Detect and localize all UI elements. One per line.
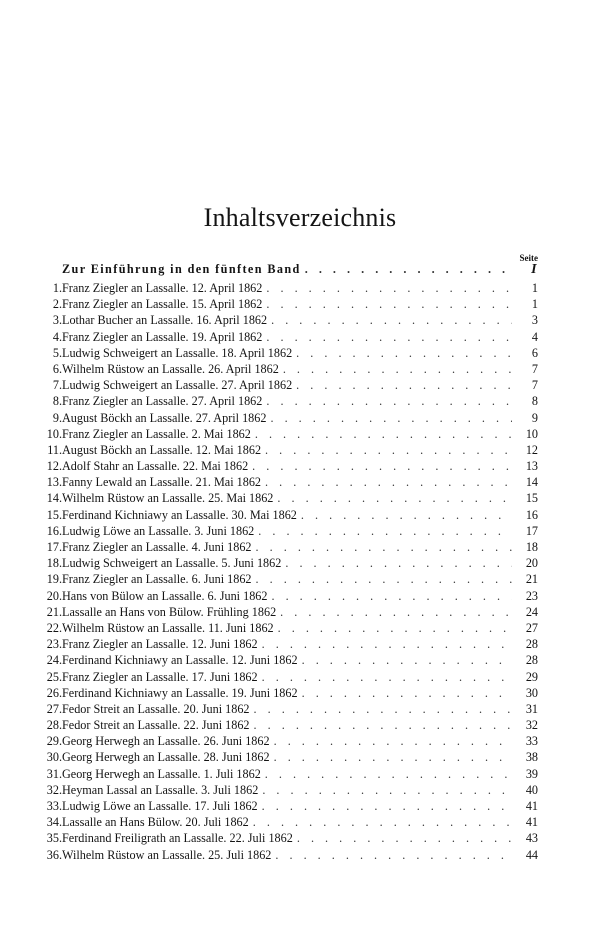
seite-column-label: Seite <box>519 253 538 263</box>
toc-row <box>46 588 538 604</box>
toc-entry-number: 6. <box>52 361 62 376</box>
toc-row <box>46 539 538 555</box>
toc-entry-number: 17. <box>46 540 62 554</box>
toc-entry-number: 8. <box>52 394 62 409</box>
toc-entry-text: Fedor Streit an Lassalle. 20. Juni 1862 <box>62 701 250 716</box>
toc-entry-number: 19. <box>46 572 62 587</box>
toc-entry-number: 3. <box>52 313 62 328</box>
toc-entry-number: 36. <box>46 847 62 862</box>
toc-entry-text: Franz Ziegler an Lassalle. 12. Juni 1862 <box>62 637 258 652</box>
toc-entry-page: 23 <box>525 588 538 603</box>
toc-entry-text: Ludwig Löwe an Lassalle. 3. Juni 1862 <box>62 523 255 538</box>
toc-entry-page: 41 <box>525 815 538 830</box>
leader-dots <box>265 766 512 782</box>
toc-entry-text: Heyman Lassal an Lassalle. 3. Juli 1862 <box>62 782 259 797</box>
toc-row <box>46 555 538 571</box>
leader-dots <box>265 442 512 458</box>
toc-entry-text: Ferdinand Kichniawy an Lassalle. 30. Mai 1862 <box>62 507 297 522</box>
leader-dots <box>254 717 512 733</box>
toc-entry-page: 1 <box>531 297 538 312</box>
toc-entry-number: 10. <box>46 426 62 441</box>
leader-dots <box>302 652 512 668</box>
toc-row <box>46 733 538 749</box>
toc-entry-page: 29 <box>525 669 538 684</box>
toc-entry-number: 22. <box>46 620 62 635</box>
leader-dots <box>278 620 512 636</box>
toc-row <box>46 523 538 539</box>
toc-row <box>46 766 538 782</box>
toc-entry-page: 31 <box>525 701 538 716</box>
toc-entry-text: Fedor Streit an Lassalle. 22. Juni 1862 <box>62 718 250 733</box>
toc-entry-page: 32 <box>525 718 538 733</box>
leader-dots <box>255 426 512 442</box>
toc-entry-text: Franz Ziegler an Lassalle. 27. April 1862 <box>62 394 263 409</box>
toc-entry-text: Lassalle an Hans Bülow. 20. Juli 1862 <box>62 815 249 830</box>
toc-row <box>52 329 538 345</box>
toc-row <box>46 636 538 652</box>
toc-entry-page: 40 <box>525 782 538 797</box>
toc-entry-page: 6 <box>531 345 538 360</box>
toc-row <box>46 474 538 490</box>
leader-dots <box>301 507 512 523</box>
leader-dots <box>258 523 512 539</box>
toc-row <box>46 782 538 798</box>
leader-dots <box>274 749 512 765</box>
leader-dots <box>302 685 512 701</box>
toc-entry-number: 7. <box>52 378 62 393</box>
toc-row <box>46 749 538 765</box>
toc-entry-text: Wilhelm Rüstow an Lassalle. 11. Juni 1862 <box>62 620 274 635</box>
leader-dots <box>266 280 512 296</box>
toc-entry-page: 28 <box>525 637 538 652</box>
toc-entry-number: 14. <box>46 491 62 506</box>
toc-row <box>46 847 538 863</box>
leader-dots <box>285 555 512 571</box>
toc-entry-page: 13 <box>525 459 538 474</box>
toc-entry-number: 26. <box>46 685 62 700</box>
toc-entry-page: 1 <box>531 281 538 295</box>
toc-entry-text: Fanny Lewald an Lassalle. 21. Mai 1862 <box>62 475 262 490</box>
toc-row <box>52 345 538 361</box>
leader-dots <box>296 345 512 361</box>
toc-entry-page: 16 <box>525 507 538 522</box>
toc-entry-page: 30 <box>525 685 538 700</box>
toc-entry-number: 28. <box>46 718 62 733</box>
toc-row <box>46 652 538 668</box>
toc-entry-number: 5. <box>52 345 62 360</box>
toc-row <box>52 280 538 296</box>
toc-entry-text: Georg Herwegh an Lassalle. 1. Juli 1862 <box>62 766 261 781</box>
toc-entry-page: 18 <box>525 540 538 554</box>
leader-dots <box>277 490 512 506</box>
toc-entry-page: 21 <box>525 572 538 587</box>
toc-entry-text: Georg Herwegh an Lassalle. 26. Juni 1862 <box>62 734 270 749</box>
toc-entry-number: 23. <box>46 637 62 652</box>
toc-row <box>46 490 538 506</box>
toc-entry-page: 27 <box>525 620 538 635</box>
toc-intro-text: Zur Einführung in den fünften Band <box>62 262 301 276</box>
leader-dots <box>271 588 512 604</box>
toc-entry-number: 25. <box>46 669 62 684</box>
leader-dots <box>256 571 512 587</box>
toc-row <box>46 620 538 636</box>
toc-entry-number: 30. <box>46 750 62 765</box>
toc-intro-row <box>62 258 538 280</box>
toc-entry-text: Ludwig Löwe an Lassalle. 17. Juli 1862 <box>62 799 258 813</box>
leader-dots <box>296 377 512 393</box>
toc-entry-number: 31. <box>46 766 62 781</box>
toc-entry-text: Wilhelm Rüstow an Lassalle. 25. Mai 1862 <box>62 491 274 506</box>
toc-entry-text: Ludwig Schweigert an Lassalle. 27. April 1862 <box>62 378 293 393</box>
toc-entry-text: Ludwig Schweigert an Lassalle. 18. April 1862 <box>62 345 293 360</box>
toc-entry-page: 7 <box>531 361 538 376</box>
toc-entry-page: 39 <box>525 766 538 781</box>
toc-entry-number: 21. <box>46 604 62 619</box>
toc-entry-page: 41 <box>525 799 538 813</box>
toc-entry-number: 24. <box>46 653 62 668</box>
leader-dots <box>274 733 512 749</box>
toc-entry-page: 3 <box>531 313 538 328</box>
toc-entry-page: 24 <box>525 604 538 619</box>
toc-entry-number: 2. <box>52 297 62 312</box>
leader-dots <box>266 393 512 409</box>
leader-dots <box>265 474 512 490</box>
toc-row <box>52 312 538 328</box>
toc-entry-page: 44 <box>525 847 538 862</box>
toc-row <box>52 361 538 377</box>
toc-entry-number: 11. <box>47 442 62 457</box>
toc-row <box>46 426 538 442</box>
leader-dots <box>262 798 512 814</box>
leader-dots <box>252 458 512 474</box>
toc-entry-text: Lothar Bucher an Lassalle. 16. April 1862 <box>62 313 268 328</box>
toc-entry-text: Hans von Bülow an Lassalle. 6. Juni 1862 <box>62 588 268 603</box>
toc-row <box>46 685 538 701</box>
toc-entry-page: 12 <box>525 442 538 457</box>
toc-row <box>46 717 538 733</box>
toc-entry-page: 43 <box>525 831 538 846</box>
toc-row <box>46 507 538 523</box>
toc-entry-text: Ferdinand Freiligrath an Lassalle. 22. Juli 1862 <box>62 831 293 846</box>
toc-entry-number: 33. <box>46 799 62 813</box>
toc-row <box>46 604 538 620</box>
toc-entry-text: Franz Ziegler an Lassalle. 19. April 1862 <box>62 329 263 344</box>
toc-entry-page: 15 <box>525 491 538 506</box>
toc-entry-page: 38 <box>525 750 538 765</box>
toc-entry-page: 28 <box>525 653 538 668</box>
toc-row <box>52 393 538 409</box>
leader-dots <box>283 361 512 377</box>
toc-entry-number: 9. <box>52 410 62 425</box>
toc-intro-page: I <box>531 262 538 277</box>
toc-entry-page: 9 <box>531 410 538 425</box>
leader-dots <box>305 258 512 280</box>
toc-entry-number: 27. <box>46 701 62 716</box>
toc-entry-text: Franz Ziegler an Lassalle. 4. Juni 1862 <box>62 540 252 554</box>
toc-entry-page: 8 <box>531 394 538 409</box>
toc-entry-text: Franz Ziegler an Lassalle. 12. April 1862 <box>62 281 263 295</box>
leader-dots <box>270 410 512 426</box>
toc-entry-page: 14 <box>525 475 538 490</box>
page-title: Inhaltsverzeichnis <box>203 203 397 232</box>
toc-entry-page: 10 <box>525 426 538 441</box>
toc-entry-text: Adolf Stahr an Lassalle. 22. Mai 1862 <box>62 459 249 474</box>
toc-row <box>46 669 538 685</box>
leader-dots <box>280 604 512 620</box>
toc-entry-number: 13. <box>46 475 62 490</box>
leader-dots <box>254 701 512 717</box>
toc-entry-text: Georg Herwegh an Lassalle. 28. Juni 1862 <box>62 750 270 765</box>
toc-entry-page: 7 <box>531 378 538 393</box>
toc-row <box>52 410 538 426</box>
toc-entry-page: 20 <box>525 556 538 571</box>
toc-row <box>52 377 538 393</box>
leader-dots <box>256 539 512 555</box>
toc-entry-text: Ferdinand Kichniawy an Lassalle. 12. Juni 1862 <box>62 653 298 668</box>
toc-entry-text: Franz Ziegler an Lassalle. 17. Juni 1862 <box>62 669 258 684</box>
toc-entry-page: 4 <box>531 329 538 344</box>
leader-dots <box>262 782 512 798</box>
toc-entry-text: Ludwig Schweigert an Lassalle. 5. Juni 1862 <box>62 556 282 571</box>
leader-dots <box>253 814 512 830</box>
leader-dots <box>297 830 512 846</box>
leader-dots <box>271 312 512 328</box>
toc-row <box>46 798 538 814</box>
toc-entry-text: August Böckh an Lassalle. 27. April 1862 <box>62 410 267 425</box>
leader-dots <box>262 636 512 652</box>
toc-row <box>46 814 538 830</box>
toc-entry-text: Franz Ziegler an Lassalle. 6. Juni 1862 <box>62 572 252 587</box>
leader-dots <box>266 329 512 345</box>
toc-row <box>46 830 538 846</box>
toc-entry-number: 29. <box>46 734 62 749</box>
toc-entry-text: Franz Ziegler an Lassalle. 2. Mai 1862 <box>62 426 251 441</box>
toc-entry-number: 18. <box>46 556 62 571</box>
toc-entry-page: 17 <box>525 523 538 538</box>
toc-entry-text: Lassalle an Hans von Bülow. Frühling 1862 <box>62 604 277 619</box>
toc-entry-number: 16. <box>46 523 62 538</box>
toc-entry-number: 12. <box>46 459 62 474</box>
toc-entry-number: 15. <box>46 507 62 522</box>
leader-dots <box>275 847 512 863</box>
toc-row <box>47 442 538 458</box>
toc-entry-text: Franz Ziegler an Lassalle. 15. April 1862 <box>62 297 263 312</box>
toc-row <box>52 296 538 312</box>
toc-entry-number: 1. <box>52 281 62 295</box>
toc-entry-text: August Böckh an Lassalle. 12. Mai 1862 <box>62 442 262 457</box>
toc-entry-text: Wilhelm Rüstow an Lassalle. 25. Juli 1862 <box>62 847 272 862</box>
leader-dots <box>266 296 512 312</box>
toc-row <box>46 571 538 587</box>
table-of-contents <box>46 258 538 863</box>
toc-entry-number: 34. <box>46 815 62 830</box>
toc-entry-number: 4. <box>52 329 62 344</box>
toc-entry-number: 20. <box>46 588 62 603</box>
toc-row <box>46 458 538 474</box>
toc-entry-number: 35. <box>46 831 62 846</box>
toc-entry-text: Ferdinand Kichniawy an Lassalle. 19. Juni 1862 <box>62 685 298 700</box>
toc-entry-number: 32. <box>46 782 62 797</box>
toc-entry-text: Wilhelm Rüstow an Lassalle. 26. April 1862 <box>62 361 279 376</box>
toc-entry-page: 33 <box>525 734 538 749</box>
toc-row <box>46 701 538 717</box>
leader-dots <box>262 669 512 685</box>
toc-entries <box>46 280 538 863</box>
